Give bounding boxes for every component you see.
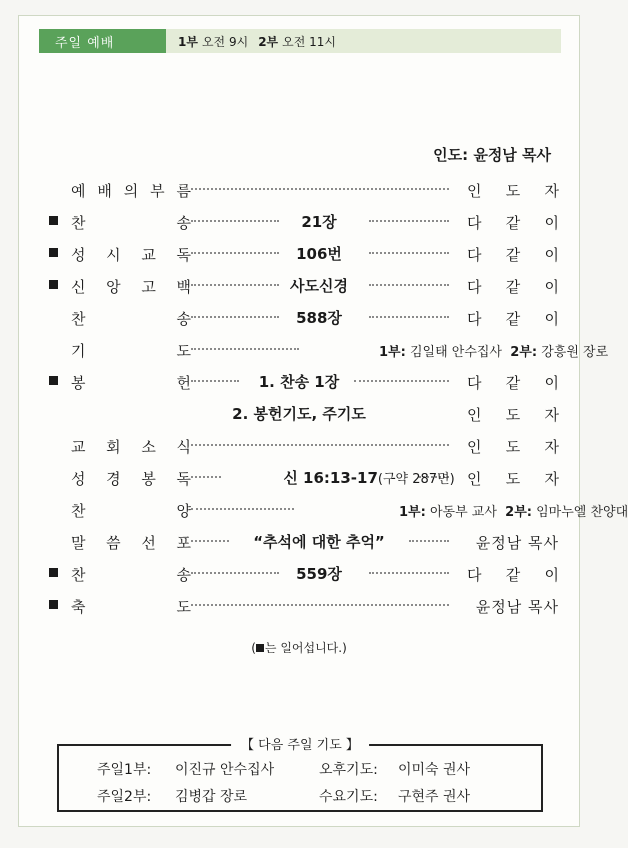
order-item — [49, 592, 559, 620]
order-label: 찬 송 — [71, 214, 191, 232]
service-label: 2부: — [510, 345, 538, 360]
order-leader: 인 도 자 — [467, 182, 559, 200]
order-label: 성 경 봉 독 — [71, 470, 191, 488]
standing-square-icon — [49, 600, 58, 609]
standing-square-icon — [256, 644, 264, 652]
order-leader: 다 같 이 — [467, 278, 559, 296]
dot-leader — [369, 252, 449, 254]
service1-label: 1부 — [178, 34, 198, 49]
order-item — [49, 336, 609, 364]
prayer-name: 김병갑 장로 — [175, 789, 248, 805]
prayer-title: 【 다음 주일 기도 】 — [231, 734, 369, 753]
standing-square-icon — [49, 216, 58, 225]
order-content — [399, 501, 628, 520]
prayer-label: 수요기도: — [319, 789, 378, 805]
worship-title: 주일 예배 — [39, 29, 166, 53]
order-item — [49, 464, 559, 492]
dot-leader — [354, 380, 449, 382]
dot-leader — [191, 316, 279, 318]
order-item — [49, 176, 559, 204]
order-content: 사도신경 — [290, 277, 348, 295]
service-label: 1부: — [379, 345, 406, 360]
order-label: 신 앙 고 백 — [71, 278, 191, 296]
standing-note: ( 는 일어섭니다.) — [251, 641, 347, 655]
scripture-page: (구약 287면) — [377, 472, 455, 487]
order-leader: 인 도 자 — [467, 406, 559, 424]
dot-leader — [191, 572, 279, 574]
prayer-name: 이진규 안수집사 — [175, 762, 275, 778]
order-leader: 다 같 이 — [467, 214, 559, 232]
standing-note-text: 는 일어섭니다. — [264, 641, 343, 655]
order-content: 21장 — [301, 213, 337, 231]
order-content: 2. 봉헌기도, 주기도 — [232, 405, 366, 423]
order-label: 찬 송 — [71, 566, 191, 584]
order-content — [379, 341, 608, 360]
order-leader: 다 같 이 — [467, 246, 559, 264]
dot-leader — [191, 380, 239, 382]
prayer-name: 이미숙 권사 — [398, 762, 471, 778]
order-content — [283, 467, 454, 488]
person-name: 임마누엘 찬양대 — [536, 505, 628, 520]
order-leader: 다 같 이 — [467, 566, 559, 584]
order-item — [49, 208, 559, 236]
order-item — [49, 304, 559, 332]
service-label: 1부: — [399, 505, 426, 520]
order-label: 축 도 — [71, 598, 191, 616]
order-leader: 다 같 이 — [467, 374, 559, 392]
order-content: 106번 — [296, 245, 342, 263]
dot-leader — [369, 572, 449, 574]
order-item — [49, 400, 559, 428]
order-label: 찬 송 — [71, 310, 191, 328]
order-leader: 인 도 자 — [467, 438, 559, 456]
order-content: “추석에 대한 추억” — [253, 533, 385, 551]
order-item — [49, 272, 559, 300]
order-item — [49, 432, 559, 460]
worship-header — [39, 28, 561, 54]
person-name: 아동부 교사 — [429, 505, 497, 520]
order-item — [49, 560, 559, 588]
bulletin-page — [18, 15, 628, 827]
standing-square-icon — [49, 376, 58, 385]
order-content: 559장 — [296, 565, 342, 583]
service2-label: 2부 — [258, 34, 279, 49]
standing-square-icon — [49, 280, 58, 289]
prayer-label: 오후기도: — [319, 762, 378, 778]
dot-leader — [191, 508, 294, 510]
standing-square-icon — [49, 248, 58, 257]
order-label: 교 회 소 식 — [71, 438, 191, 456]
scripture-ref: 신 16:13-17 — [283, 469, 378, 487]
dot-leader — [409, 540, 449, 542]
presider: 인도: 윤정남 목사 — [433, 146, 551, 164]
order-label: 성 시 교 독 — [71, 246, 191, 264]
person-name: 김일태 안수집사 — [409, 345, 502, 360]
order-leader: 윤정남 목사 — [475, 534, 559, 552]
dot-leader — [369, 220, 449, 222]
order-label: 예 배 의 부 름 — [71, 182, 191, 200]
order-item — [49, 496, 628, 524]
person-name: 강흥원 장로 — [541, 345, 609, 360]
order-item — [49, 240, 559, 268]
order-label: 말 씀 선 포 — [71, 534, 191, 552]
order-label: 기 도 — [71, 342, 191, 360]
prayer-label: 주일2부: — [97, 789, 152, 805]
service-label: 2부: — [505, 505, 532, 520]
order-content: 1. 찬송 1장 — [258, 373, 340, 391]
service2-time: 오전 11시 — [282, 34, 337, 49]
dot-leader — [191, 220, 279, 222]
dot-leader — [191, 444, 449, 446]
order-leader: 인 도 자 — [467, 470, 559, 488]
dot-leader — [191, 252, 279, 254]
order-leader: 다 같 이 — [467, 310, 559, 328]
dot-leader — [369, 284, 449, 286]
prayer-name: 구현주 권사 — [398, 789, 471, 805]
next-week-prayer — [57, 734, 543, 812]
dot-leader — [191, 348, 299, 350]
service1-time: 오전 9시 — [201, 34, 249, 49]
dot-leader — [191, 188, 449, 190]
dot-leader — [191, 476, 221, 478]
dot-leader — [191, 604, 449, 606]
order-leader: 윤정남 목사 — [475, 598, 559, 616]
dot-leader — [191, 540, 229, 542]
service-times — [166, 29, 561, 53]
order-label: 봉 헌 — [71, 374, 191, 392]
order-label: 찬 양 — [71, 502, 191, 520]
standing-square-icon — [49, 568, 58, 577]
dot-leader — [369, 316, 449, 318]
order-item — [49, 528, 559, 556]
order-item — [49, 368, 559, 396]
dot-leader — [191, 284, 279, 286]
order-content: 588장 — [296, 309, 342, 327]
prayer-label: 주일1부: — [97, 762, 152, 778]
